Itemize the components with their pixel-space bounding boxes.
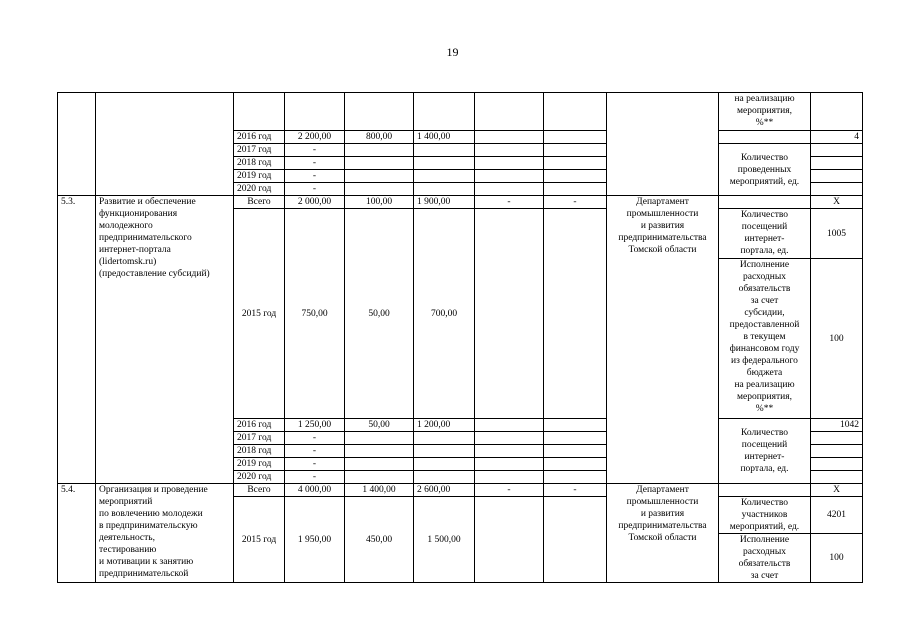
table-row [58,93,863,131]
cell-b: 100,00 [345,196,414,209]
cell-total [285,93,345,131]
cell-c: 1 900,00 [414,196,475,209]
cell-num: 5.4. [58,484,96,583]
cell-name: Организация и проведение мероприятий по вовлечению молодежи в предпринимательскую деятельность, тестированию и мотивации к занятию предпринимательской [96,484,234,583]
cell-total: - [285,432,345,445]
cell-e: - [544,484,607,497]
cell-e [544,419,607,432]
cell-value: 4 [811,131,863,144]
cell-indicator: Количество посещений интернет- портала, ед. [719,209,811,259]
cell-value: X [811,484,863,497]
measures-table [57,92,863,583]
cell-b [345,445,414,458]
cell-d [475,497,544,583]
cell-e [544,183,607,196]
cell-c: 700,00 [414,209,475,419]
cell-year: 2018 год [234,157,285,170]
cell-c: 1 200,00 [414,419,475,432]
cell-c: 2 600,00 [414,484,475,497]
cell-indicator [719,484,811,497]
cell-indicator: Количество участников мероприятий, ед. [719,497,811,534]
cell-b: 450,00 [345,497,414,583]
cell-e [544,458,607,471]
cell-d [475,170,544,183]
cell-value: 100 [811,259,863,419]
cell-c [414,157,475,170]
cell-e [544,497,607,583]
cell-total: - [285,445,345,458]
cell-year: 2015 год [234,209,285,419]
cell-indicator [719,131,811,144]
cell-executor: Департамент промышленности и развития предпринимательства Томской области [607,196,719,484]
cell-c [414,458,475,471]
cell-total: - [285,471,345,484]
cell-d [475,183,544,196]
cell-c [414,93,475,131]
cell-c: 1 500,00 [414,497,475,583]
cell-e [544,131,607,144]
cell-d [475,131,544,144]
cell-total: - [285,157,345,170]
cell-year: 2020 год [234,183,285,196]
cell-year: Всего [234,484,285,497]
cell-year: 2017 год [234,144,285,157]
cell-e [544,93,607,131]
cell-b [345,471,414,484]
cell-d [475,93,544,131]
cell-c [414,183,475,196]
cell-year: Всего [234,196,285,209]
cell-d: - [475,196,544,209]
cell-c [414,471,475,484]
cell-indicator [719,196,811,209]
cell-d [475,458,544,471]
cell-b: 50,00 [345,209,414,419]
cell-year: 2018 год [234,445,285,458]
cell-name [96,93,234,196]
cell-d [475,144,544,157]
cell-b [345,183,414,196]
cell-indicator: Количество проведенных мероприятий, ед. [719,144,811,196]
cell-total: 4 000,00 [285,484,345,497]
cell-b: 50,00 [345,419,414,432]
cell-year: 2016 год [234,419,285,432]
cell-d [475,157,544,170]
cell-indicator: Исполнение расходных обязательств за счет субсидии, предоставленной в текущем финансовом году из федерального бюджета на реализацию мероприятия, %** [719,259,811,419]
cell-year: 2016 год [234,131,285,144]
cell-d [475,471,544,484]
cell-b [345,93,414,131]
page-number: 19 [446,45,459,59]
cell-total: 2 000,00 [285,196,345,209]
cell-year: 2020 год [234,471,285,484]
cell-value [811,471,863,484]
cell-value: 100 [811,534,863,583]
cell-b [345,170,414,183]
cell-value [811,93,863,131]
cell-c [414,170,475,183]
cell-e: - [544,196,607,209]
cell-value [811,432,863,445]
cell-total: - [285,183,345,196]
cell-num: 5.3. [58,196,96,484]
cell-executor [607,93,719,196]
cell-year [234,93,285,131]
cell-year: 2015 год [234,497,285,583]
cell-d [475,445,544,458]
cell-value [811,458,863,471]
cell-d [475,209,544,419]
cell-value [811,144,863,157]
cell-d [475,419,544,432]
cell-c [414,144,475,157]
cell-d: - [475,484,544,497]
cell-total: 1 250,00 [285,419,345,432]
cell-value: 1042 [811,419,863,432]
cell-total: 2 200,00 [285,131,345,144]
cell-indicator: на реализацию мероприятия, %** [719,93,811,131]
cell-e [544,209,607,419]
table-row [58,196,863,209]
cell-e [544,471,607,484]
cell-c: 1 400,00 [414,131,475,144]
cell-year: 2019 год [234,458,285,471]
cell-b [345,144,414,157]
cell-name: Развитие и обеспечение функционирования молодежного предпринимательского интернет-портала (lidertomsk.ru) (предоставление субсидий) [96,196,234,484]
cell-num [58,93,96,196]
cell-value: X [811,196,863,209]
cell-b: 1 400,00 [345,484,414,497]
cell-total: - [285,458,345,471]
cell-e [544,157,607,170]
cell-value [811,183,863,196]
cell-c [414,445,475,458]
cell-value [811,445,863,458]
table-row [58,484,863,497]
cell-indicator: Количество посещений интернет- портала, ед. [719,419,811,484]
cell-b [345,458,414,471]
cell-b [345,157,414,170]
cell-value [811,157,863,170]
cell-total: 1 950,00 [285,497,345,583]
cell-e [544,445,607,458]
cell-c [414,432,475,445]
cell-indicator: Исполнение расходных обязательств за счет [719,534,811,583]
cell-e [544,432,607,445]
cell-value: 4201 [811,497,863,534]
cell-executor: Департамент промышленности и развития предпринимательства Томской области [607,484,719,583]
cell-year: 2019 год [234,170,285,183]
cell-e [544,170,607,183]
cell-e [544,144,607,157]
cell-total: - [285,170,345,183]
cell-total: 750,00 [285,209,345,419]
cell-value: 1005 [811,209,863,259]
cell-total: - [285,144,345,157]
cell-b [345,432,414,445]
cell-d [475,432,544,445]
cell-value [811,170,863,183]
cell-year: 2017 год [234,432,285,445]
cell-b: 800,00 [345,131,414,144]
